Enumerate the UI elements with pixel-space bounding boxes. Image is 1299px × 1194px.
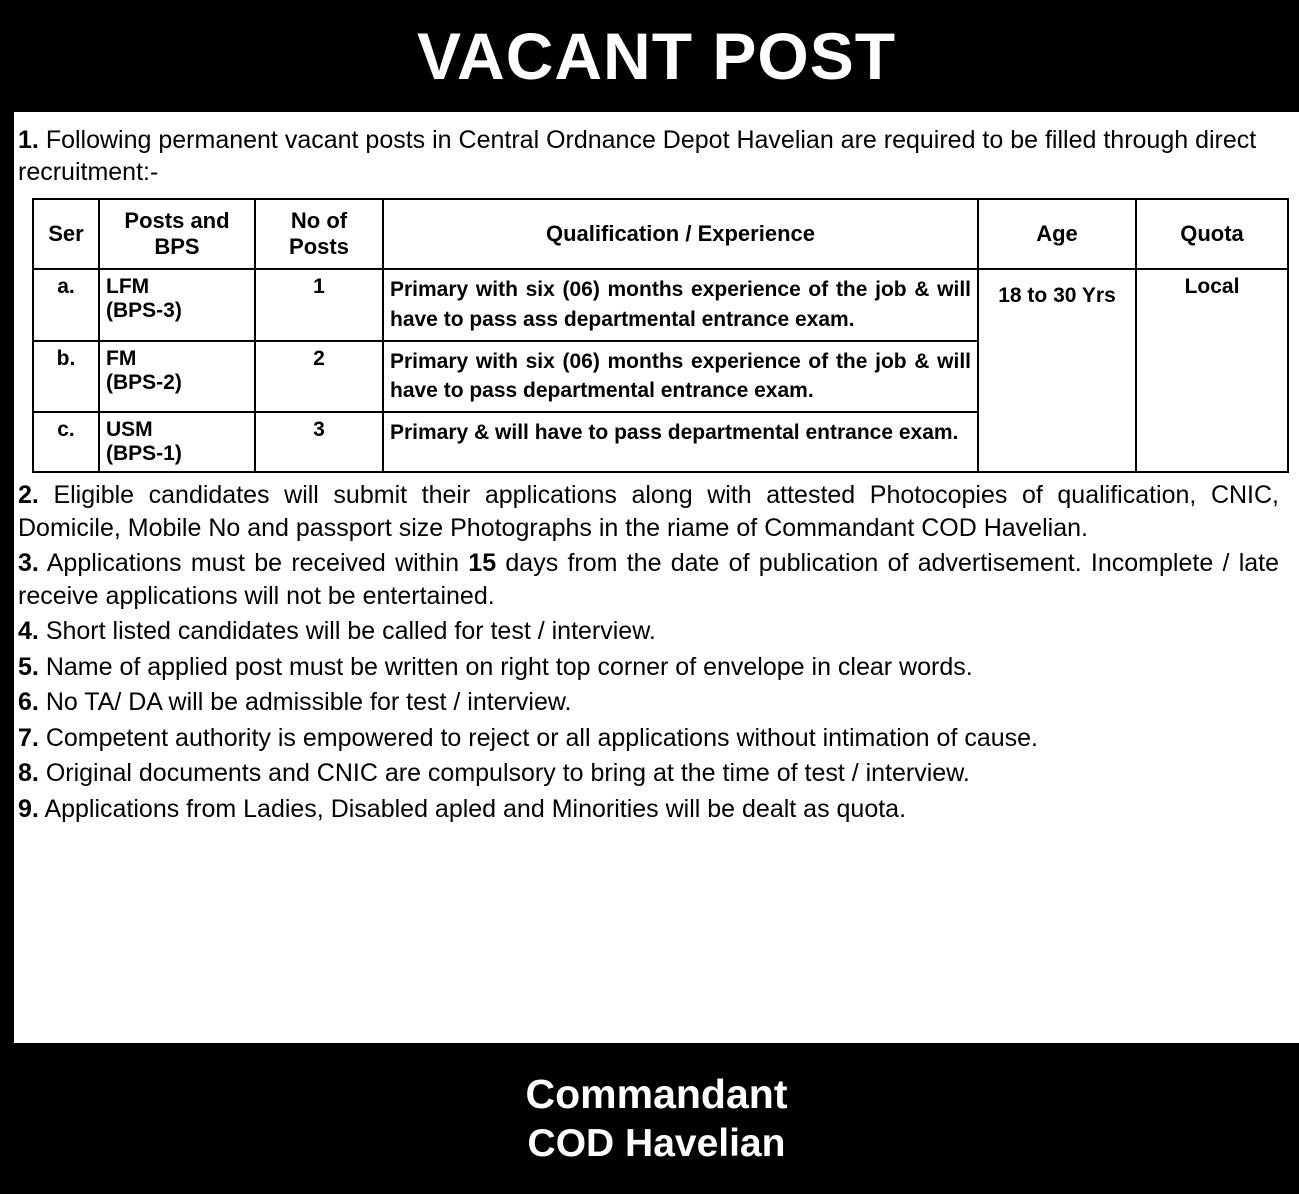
intro-text: Following permanent vacant posts in Central Ordnance Depot Havelian are required to be filled through direct recruitment:- (18, 126, 1257, 186)
clause-text: Eligible candidates will submit their applications along with attested Photocopies of qualification, CNIC, Domicile, Mobile No and passport size Photographs in the riame of Commandant COD Havelian. (18, 481, 1280, 542)
clause-number: 2. (18, 481, 39, 510)
clause-text: Competent authority is empowered to reject or all applications without intimation of cause. (45, 723, 1038, 752)
vacancy-table (32, 198, 1289, 473)
header-banner (14, 0, 1299, 112)
post-name: FM (106, 346, 137, 370)
clause-text: Applications from Ladies, Disabled apled and Minorities will be dealt as quota. (44, 794, 907, 823)
cell-qualification: Primary with six (06) months experience of the job & will have to pass departmental entrance exam. (383, 341, 978, 413)
clause-number: 5. (18, 652, 39, 681)
header-ser: Ser (33, 199, 99, 269)
cell-no-of-posts: 2 (255, 341, 383, 413)
clause-item (18, 615, 1279, 648)
post-bps: (BPS-2) (106, 370, 182, 394)
cell-qualification: Primary with six (06) months experience of the job & will have to pass ass departmental entrance exam. (383, 269, 978, 341)
page-title: VACANT POST (416, 19, 897, 93)
clause-text-before: Applications must be received within (46, 549, 460, 578)
cell-ser: a. (33, 269, 99, 341)
clause-number: 3. (18, 549, 39, 578)
post-bps: (BPS-3) (106, 299, 182, 322)
clause-text: No TA/ DA will be admissible for test / interview. (45, 688, 572, 717)
cell-qualification: Primary & will have to pass departmental entrance exam. (383, 412, 978, 472)
header-no-of-posts: No of Posts (255, 199, 383, 269)
clause-item (18, 757, 1279, 790)
clause-highlight: 15 (468, 549, 497, 578)
clause-number: 6. (18, 688, 39, 717)
header-age: Age (978, 199, 1136, 269)
clause-number: 9. (18, 794, 39, 823)
cell-no-of-posts: 1 (255, 269, 383, 341)
clause-item (18, 722, 1279, 755)
clause-item (18, 479, 1279, 544)
header-qualification: Qualification / Experience (383, 199, 978, 269)
header-quota: Quota (1136, 199, 1288, 269)
intro-paragraph (18, 124, 1279, 188)
cell-post (99, 412, 255, 472)
post-name: LFM (106, 275, 150, 298)
clause-item (18, 686, 1279, 719)
header-posts-bps: Posts and BPS (99, 199, 255, 269)
clause-number: 4. (18, 617, 39, 646)
clause-text: Original documents and CNIC are compulsory to bring at the time of test / interview. (45, 759, 970, 788)
document-body (14, 112, 1293, 828)
cell-ser: b. (33, 341, 99, 413)
clause-item (18, 793, 1279, 826)
footer-organization: COD Havelian (527, 1121, 786, 1165)
cell-ser: c. (33, 412, 99, 472)
footer-banner (14, 1043, 1299, 1194)
cell-post (99, 341, 255, 413)
post-name: USM (106, 418, 153, 442)
cell-age: 18 to 30 Yrs (978, 269, 1136, 472)
clause-item (18, 651, 1279, 684)
clause-text: Short listed candidates will be called for test / interview. (45, 617, 656, 646)
cell-no-of-posts: 3 (255, 412, 383, 472)
clause-item (18, 547, 1279, 612)
table-header-row (33, 199, 1288, 269)
cell-quota: Local (1136, 269, 1288, 472)
clause-number: 7. (18, 723, 39, 752)
clause-number: 8. (18, 759, 39, 788)
clause-text: Name of applied post must be written on right top corner of envelope in clear words. (45, 652, 973, 681)
clause-list (18, 479, 1279, 825)
clause-text-after: days from the date of publication of advertisement. Incomplete / late receive applications will not be entertained. (18, 549, 1280, 610)
intro-number: 1. (18, 126, 39, 154)
cell-post (99, 269, 255, 341)
footer-designation: Commandant (525, 1070, 788, 1117)
table-row (33, 269, 1288, 341)
post-bps: (BPS-1) (106, 442, 182, 466)
left-border-bar (0, 0, 14, 1194)
